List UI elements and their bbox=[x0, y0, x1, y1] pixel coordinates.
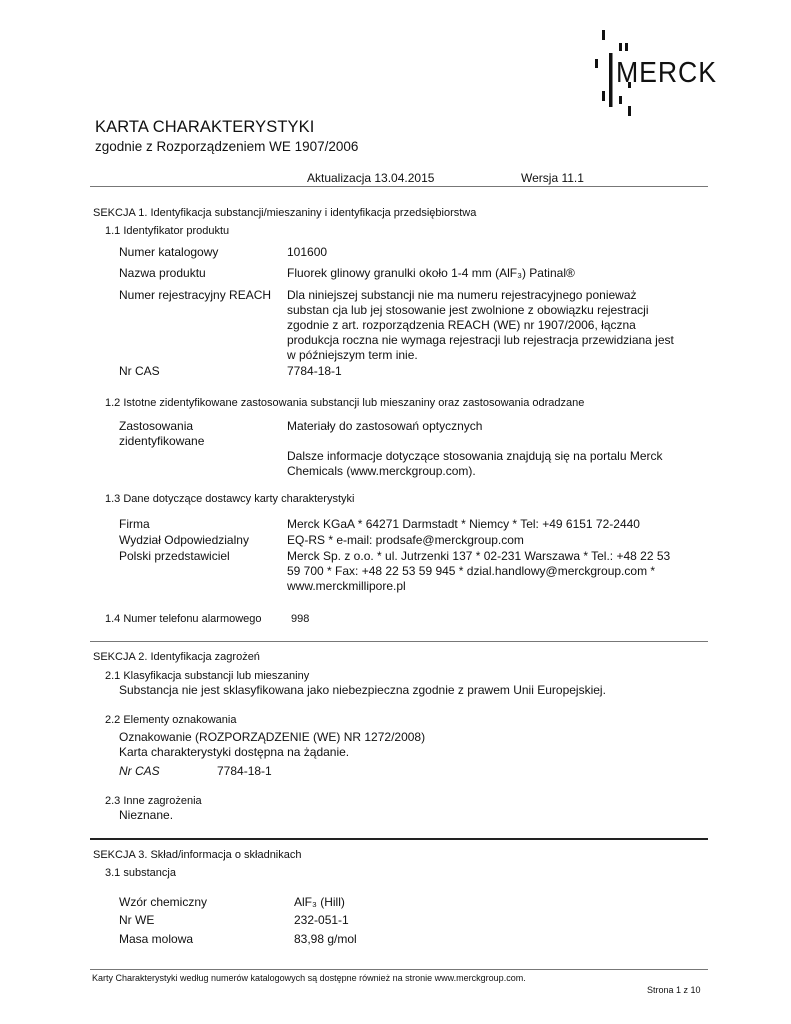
section-1-heading: SEKCJA 1. Identyfikacja substancji/mieszaniny i identyfikacja przedsiębiorstwa bbox=[93, 207, 477, 219]
header-divider bbox=[90, 186, 708, 187]
reach-value: Dla niniejszej substancji nie ma numeru rejestracyjnego ponieważ substan cja lub jej stosowanie jest zwolnione z obowiązku rejestracji zgodnie z art. rozporządzenia REACH (WE) nr 1907/2006, łączna produkcja roczna nie wymaga rejestracji lub rejestracja przewidziana jest w późniejszym term inie. bbox=[287, 288, 674, 362]
subsection-2-2: 2.2 Elementy oznakowania bbox=[105, 714, 237, 726]
section-2-heading: SEKCJA 2. Identyfikacja zagrożeń bbox=[93, 651, 260, 663]
reach-label: Numer rejestracyjny REACH bbox=[119, 288, 272, 302]
cas-label: Nr CAS bbox=[119, 364, 160, 378]
ec-number-label: Nr WE bbox=[119, 913, 155, 927]
s2-cas-value: 7784-18-1 bbox=[217, 764, 272, 778]
catalog-label: Numer katalogowy bbox=[119, 245, 219, 259]
responsible-label: Wydział Odpowiedzialny bbox=[119, 533, 249, 547]
subsection-2-1: 2.1 Klasyfikacja substancji lub mieszaniny bbox=[105, 670, 310, 682]
product-name-label: Nazwa produktu bbox=[119, 266, 206, 280]
representative-value: Merck Sp. z o.o. * ul. Jutrzenki 137 * 02-231 Warszawa * Tel.: +48 22 53 59 700 * Fax: +48 22 53 59 945 * dzial.handlowy@merckgroup.com * www.merckmillipore.pl bbox=[287, 549, 671, 593]
molar-mass-value: 83,98 g/mol bbox=[294, 932, 357, 946]
classification-text: Substancja nie jest sklasyfikowana jako niebezpieczna zgodnie z prawem Unii Europejskiej. bbox=[119, 683, 606, 697]
footer-divider bbox=[90, 969, 708, 970]
merck-wordmark: MERCK bbox=[616, 57, 717, 89]
section-2-divider bbox=[90, 838, 708, 840]
subsection-3-1: 3.1 substancja bbox=[105, 867, 176, 879]
footer-note: Karty Charakterystyki według numerów katalogowych są dostępne również na stronie www.merckgroup.com. bbox=[92, 973, 526, 983]
molar-mass-label: Masa molowa bbox=[119, 932, 194, 946]
other-hazards: Nieznane. bbox=[119, 808, 174, 822]
subsection-1-4: 1.4 Numer telefonu alarmowego bbox=[105, 613, 262, 625]
version: Wersja 11.1 bbox=[521, 171, 584, 185]
s2-cas-label: Nr CAS bbox=[119, 764, 160, 778]
firm-label: Firma bbox=[119, 517, 150, 531]
uses-info: Dalsze informacje dotyczące stosowania znajdują się na portalu Merck Chemicals (www.merckgroup.com). bbox=[287, 449, 663, 478]
representative-label: Polski przedstawiciel bbox=[119, 549, 230, 563]
labelling-regulation: Oznakowanie (ROZPORZĄDZENIE (WE) NR 1272/2008) bbox=[119, 730, 426, 744]
subsection-1-1: 1.1 Identyfikator produktu bbox=[105, 225, 230, 237]
merck-logo bbox=[594, 28, 734, 120]
firm-value: Merck KGaA * 64271 Darmstadt * Niemcy * Tel: +49 6151 72-2440 bbox=[287, 517, 640, 531]
uses-value: Materiały do zastosowań optycznych bbox=[287, 419, 483, 433]
cas-value: 7784-18-1 bbox=[287, 364, 342, 378]
emergency-number: 998 bbox=[291, 613, 310, 625]
ec-number-value: 232-051-1 bbox=[294, 913, 349, 927]
section-3-heading: SEKCJA 3. Skład/informacja o składnikach bbox=[93, 849, 302, 861]
responsible-value: EQ-RS * e-mail: prodsafe@merckgroup.com bbox=[287, 533, 524, 547]
product-name-value: Fluorek glinowy granulki około 1-4 mm (AlF₃) Patinal® bbox=[287, 266, 575, 280]
section-1-divider bbox=[90, 641, 708, 642]
subsection-1-3: 1.3 Dane dotyczące dostawcy karty charakterystyki bbox=[105, 493, 355, 505]
subsection-2-3: 2.3 Inne zagrożenia bbox=[105, 795, 202, 807]
labelling-note: Karta charakterystyki dostępna na żądanie. bbox=[119, 745, 350, 759]
update-date: Aktualizacja 13.04.2015 bbox=[307, 171, 435, 185]
document-title: KARTA CHARAKTERYSTYKI bbox=[95, 118, 315, 136]
subsection-1-2: 1.2 Istotne zidentyfikowane zastosowania substancji lub mieszaniny oraz zastosowania odradzane bbox=[105, 397, 585, 409]
catalog-value: 101600 bbox=[287, 245, 328, 259]
formula-value: AlF₃ (Hill) bbox=[294, 895, 345, 909]
uses-label: Zastosowania zidentyfikowane bbox=[119, 419, 205, 448]
formula-label: Wzór chemiczny bbox=[119, 895, 208, 909]
document-subtitle: zgodnie z Rozporządzeniem WE 1907/2006 bbox=[95, 139, 359, 154]
page-number: Strona 1 z 10 bbox=[647, 985, 701, 995]
